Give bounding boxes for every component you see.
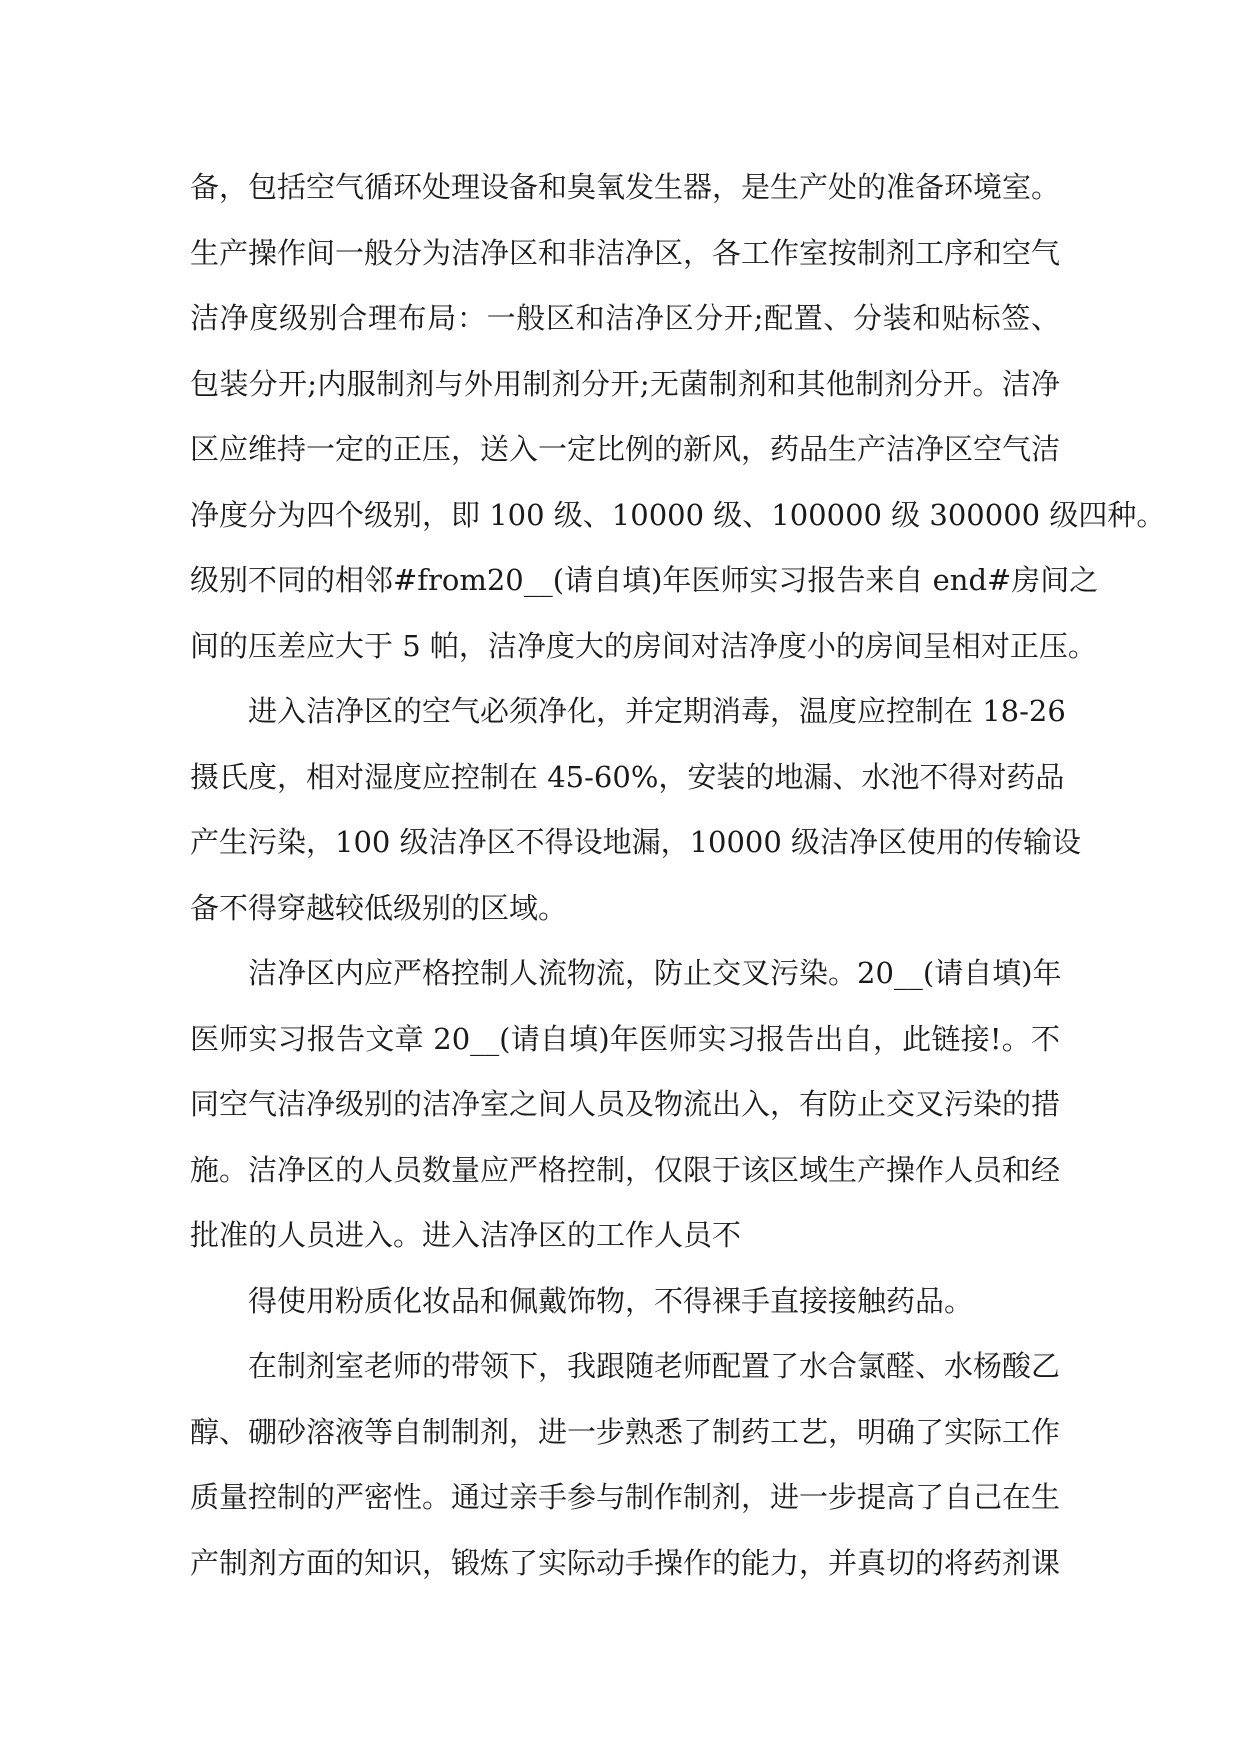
text-line: 洁净度级别合理布局：一般区和洁净区分开;配置、分装和贴标签、 — [190, 301, 1060, 335]
text-line: 包装分开;内服制剂与外用制剂分开;无菌制剂和其他制剂分开。洁净 — [190, 366, 1060, 401]
text-line: 区应维持一定的正压，送入一定比例的新风，药品生产洁净区空气洁 — [190, 432, 1061, 466]
paragraph-1 — [190, 155, 1166, 679]
text-line: 同空气洁净级别的洁净室之间人员及物流出入，有防止交叉污染的措 — [190, 1087, 1061, 1121]
text-line: 产生污染，100 级洁净区不得设地漏，10000 级洁净区使用的传输设 — [190, 825, 1082, 859]
text-line: 备，包括空气循环处理设备和臭氧发生器，是生产处的准备环境室。 — [190, 170, 1061, 204]
text-line: 间的压差应大于 5 帕，洁净度大的房间对洁净度小的房间呈相对正压。 — [190, 628, 1097, 663]
text-line: 洁净区内应严格控制人流物流，防止交叉污染。20__(请自填)年 — [248, 956, 1062, 990]
text-line: 产制剂方面的知识，锻炼了实际动手操作的能力，并真切的将药剂课 — [190, 1545, 1061, 1580]
text-line: 进入洁净区的空气必须净化，并定期消毒，温度应控制在 18-26 — [248, 694, 1066, 728]
paragraph-5 — [190, 1334, 1060, 1596]
text-line: 生产操作间一般分为洁净区和非洁净区，各工作室按制剂工序和空气 — [190, 235, 1061, 270]
text-line: 醇、硼砂溶液等自制制剂，进一步熟悉了制药工艺，明确了实际工作 — [190, 1414, 1061, 1449]
text-line: 净度分为四个级别，即 100 级、10000 级、100000 级 300000 级四种。 — [190, 497, 1166, 532]
text-line: 在制剂室老师的带领下，我跟随老师配置了水合氯醛、水杨酸乙 — [248, 1349, 1061, 1383]
text-line: 医师实习报告文章 20__(请自填)年医师实习报告出自，此链接!。不 — [190, 1021, 1060, 1056]
text-line: 得使用粉质化妆品和佩戴饰物，不得裸手直接接触药品。 — [248, 1283, 974, 1318]
paragraph-3 — [190, 941, 1060, 1269]
text-line: 施。洁净区的人员数量应严格控制，仅限于该区域生产操作人员和经 — [190, 1152, 1061, 1187]
text-line: 级别不同的相邻#from20__(请自填)年医师实习报告来自 end#房间之 — [190, 563, 1099, 597]
text-line: 备不得穿越较低级别的区域。 — [190, 890, 568, 925]
paragraph-2 — [190, 679, 1082, 941]
text-line: 质量控制的严密性。通过亲手参与制作制剂，进一步提高了自己在生 — [190, 1480, 1061, 1514]
text-line: 摄氏度，相对湿度应控制在 45-60%，安装的地漏、水池不得对药品 — [190, 759, 1065, 794]
paragraph-4 — [190, 1269, 1060, 1335]
document-body — [190, 155, 1166, 1596]
text-line: 批准的人员进入。进入洁净区的工作人员不 — [190, 1218, 742, 1252]
